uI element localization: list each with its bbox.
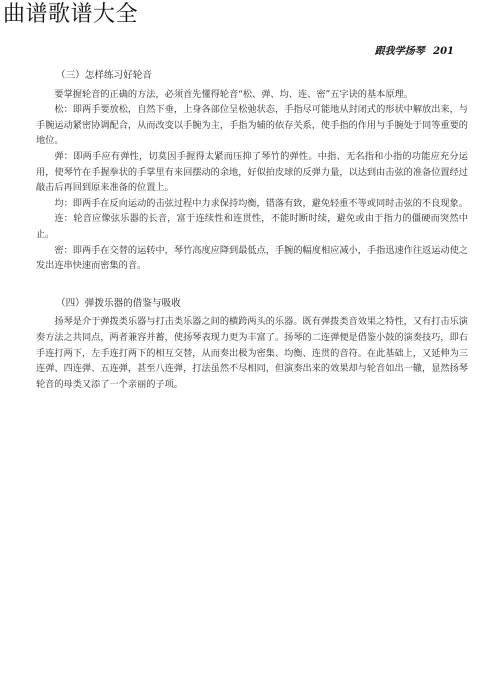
page-body: [36, 62, 468, 392]
paragraph: 连：轮音应像弦乐器的长音，富于连续性和连贯性，不能时断时续，避免或由于指力的僵硬而突然中止。: [36, 213, 468, 240]
page-number: 201: [433, 46, 454, 57]
paragraph: 均：即两手在反向运动的击弦过程中力求保持均衡，错落有致，避免轻重不等或同时击弦的不良现象。: [54, 197, 468, 209]
section-rolling-notes: [36, 68, 468, 274]
section-heading: （三）怎样练习好轮音: [56, 70, 152, 81]
paragraph: 弹：即两手应有弹性，切莫因手握得太紧而压抑了琴竹的弹性。中指、无名指和小指的功能应充分运用，使琴竹在手握拳状的手掌里有来回摆动的余地，好似拍皮球的反弹力量，以达到由击弦的准备位置经过敲击后再回到原来准备的位置上。: [36, 150, 468, 194]
section-plucked-instruments: [36, 296, 468, 393]
running-header: [375, 42, 454, 57]
section-heading: （四）弹拨乐器的借鉴与吸收: [56, 297, 181, 309]
section-spacer: [36, 274, 468, 290]
book-name: 跟我学扬琴: [374, 46, 425, 57]
paragraph: 扬琴是介于弹拨类乐器与打击类乐器之间的横跨两头的乐器。既有弹拨类音效果之特性，又有打击乐演奏方法之共同点，两者兼容并蓄，使扬琴表现力更为丰富了。扬琴的二连弹便是借鉴小鼓的演奏技巧，即右手连打两下，左手连打两下的相互交替，从而奏出极为密集、均衡、连贯的音符。在此基础上，又延伸为三连弹、四连弹、五连弹，甚至八连弹，打法虽然不尽相同，但演奏出来的效果却与轮音如出一辙，显然扬琴轮音的母类又添了一个亲丽的子项。: [36, 316, 468, 390]
paragraph: 密：即两手在交替的运转中，琴竹高度应降到最低点，手腕的幅度相应减小，手指迅速作往返运动使之发出连串快速而密集的音。: [36, 244, 468, 272]
site-title: 曲谱歌谱大全: [3, 2, 139, 27]
paragraph: 要掌握轮音的正确的方法，必须首先懂得轮音“松、弹、均、连、密”五字诀的基本原理。: [54, 88, 413, 100]
paragraph: 松：即两手要放松，自然下垂，上身各部位呈松弛状态，手指尽可能地从封闭式的形状中解放出来，与手腕运动紧密协调配合，从而改变以手腕为主，手指为辅的依存关系，使手指的作用与手腕处于同等重要的地位。: [36, 104, 468, 147]
